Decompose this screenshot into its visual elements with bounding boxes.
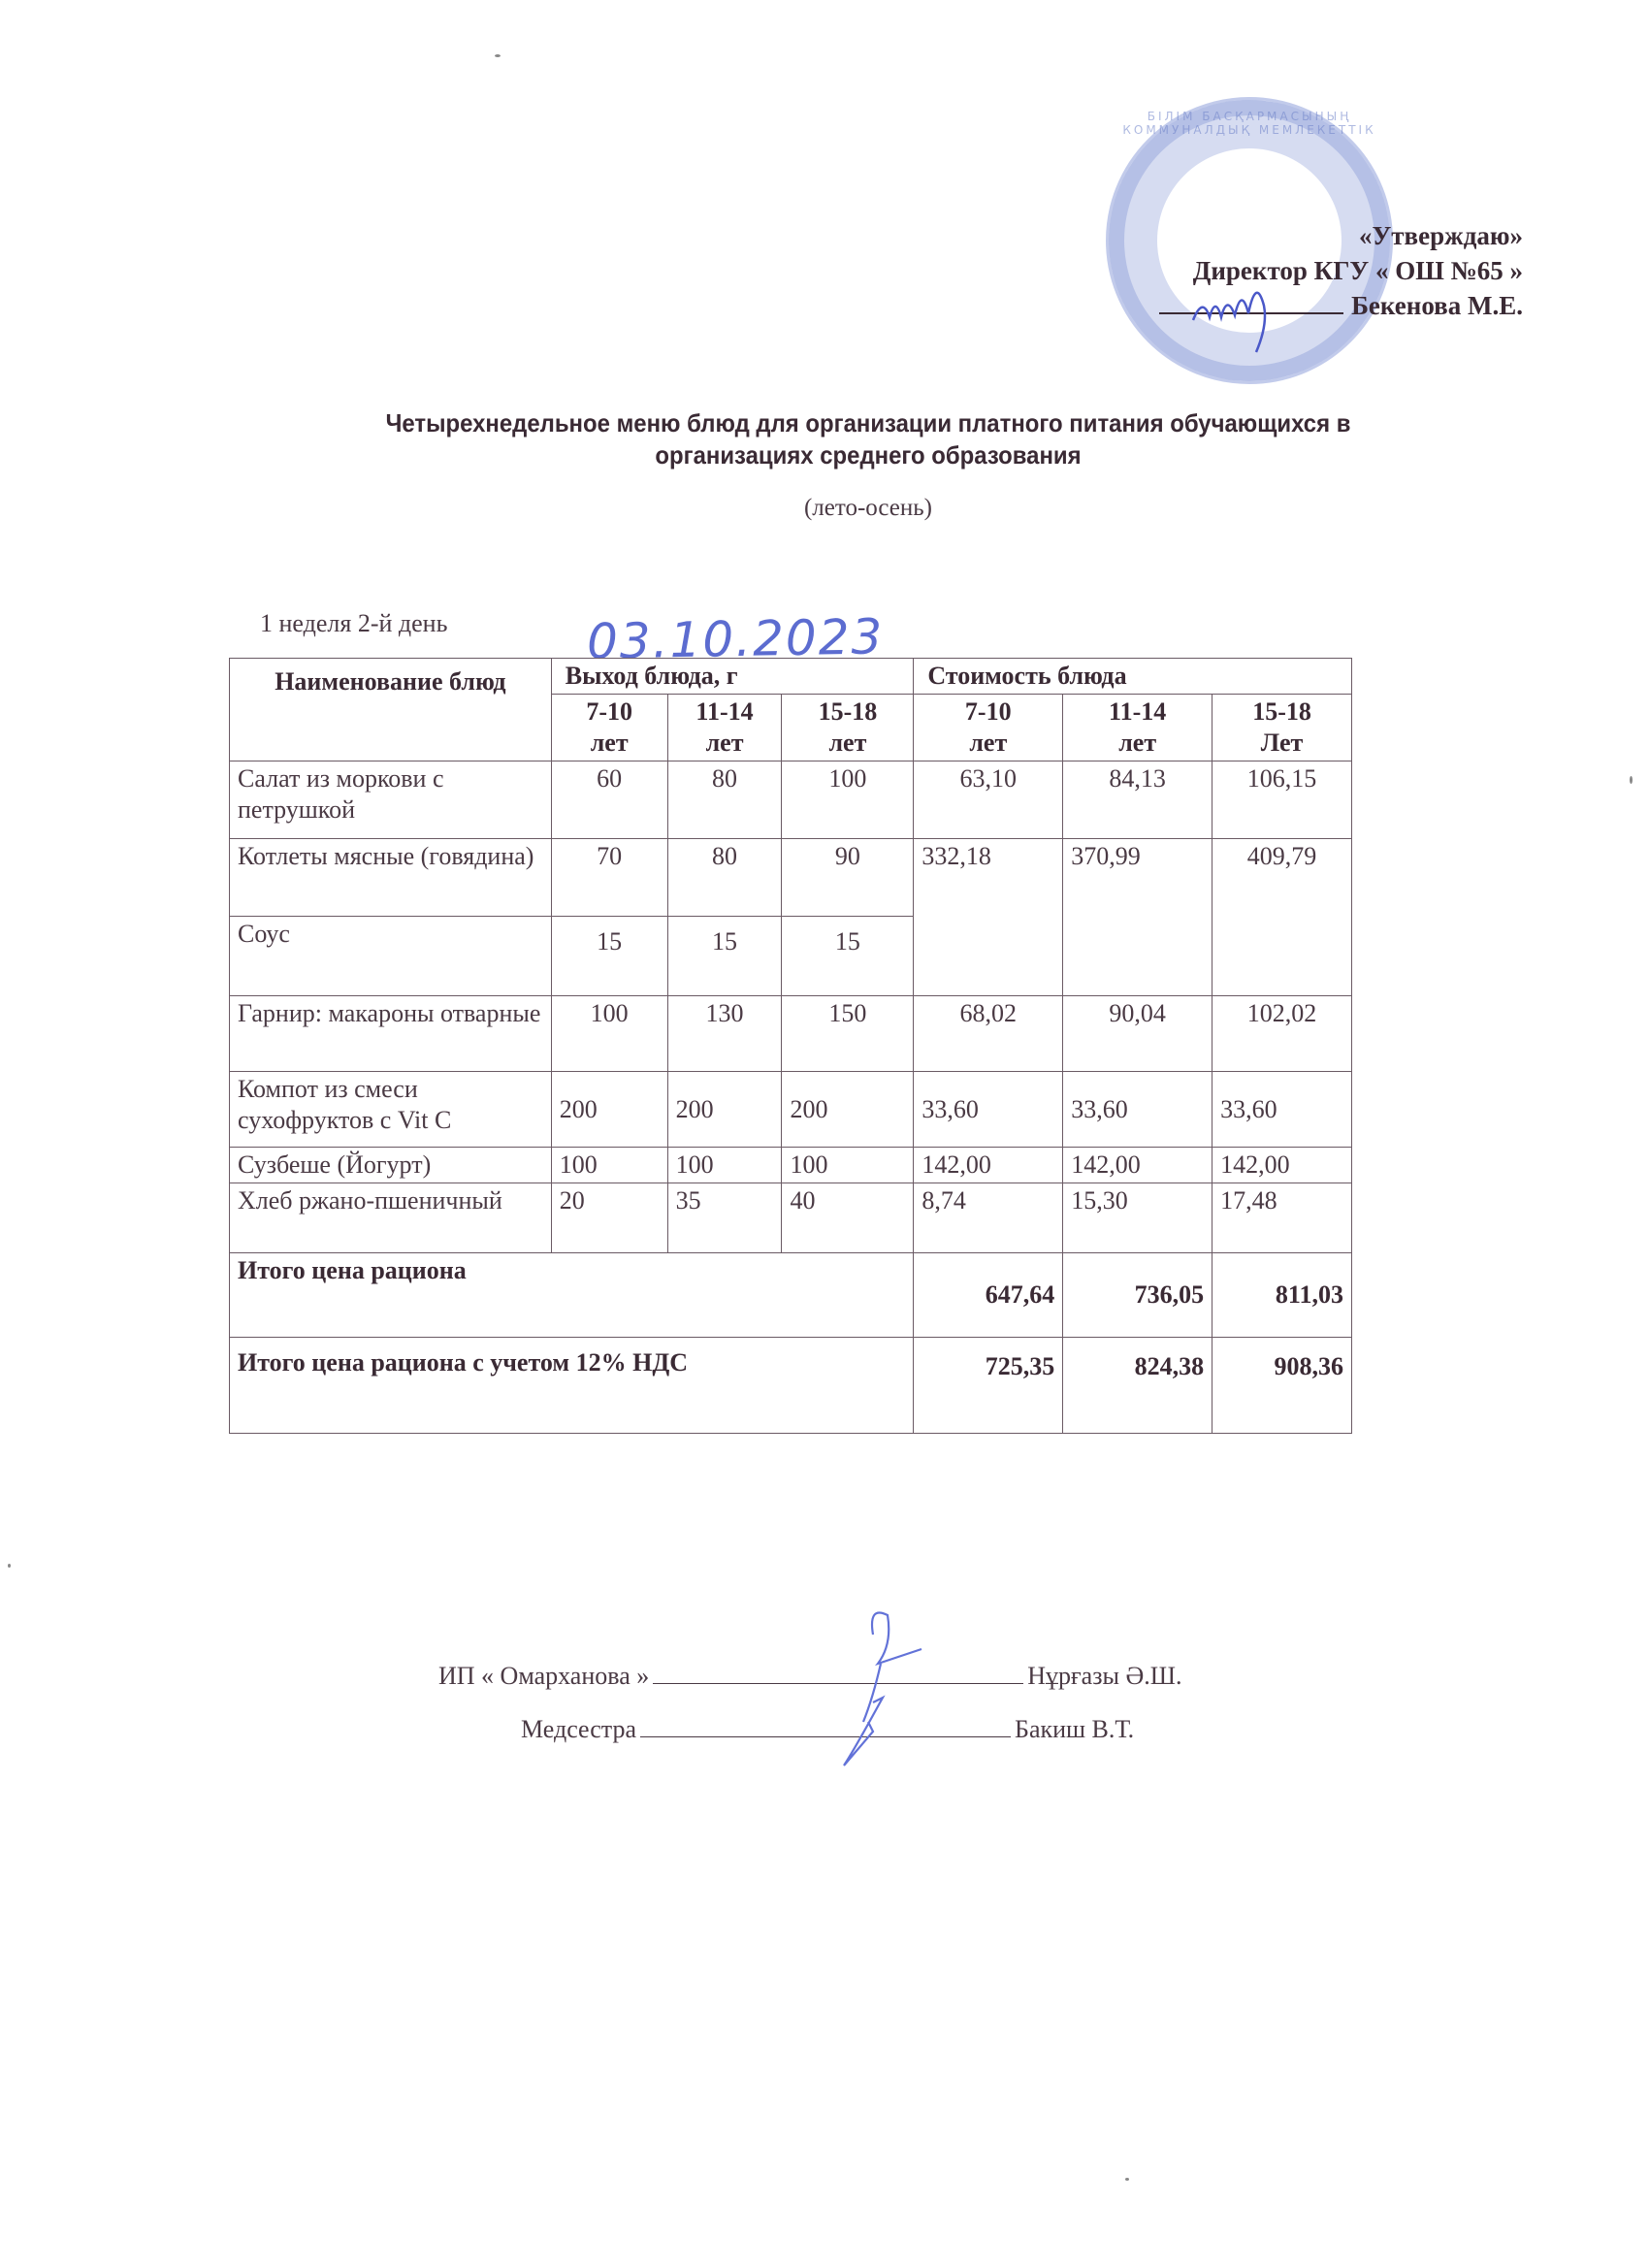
cost-value: 17,48 [1212,1183,1352,1253]
total-value: 647,64 [914,1253,1063,1338]
signature-underline [640,1736,1011,1737]
yield-value: 15 [782,917,914,996]
yield-value: 35 [667,1183,782,1253]
yield-value: 90 [782,839,914,917]
header-cost-group: Стоимость блюда [914,659,1352,695]
supplier-name: Нұрғазы Ә.Ш. [1027,1662,1182,1690]
scan-speck [495,54,501,57]
dish-name: Салат из моркови с петрушкой [230,761,552,839]
yield-value: 100 [782,761,914,839]
total-value: 811,03 [1212,1253,1352,1338]
scan-speck [1125,2178,1129,2181]
yield-value: 100 [667,1148,782,1183]
title-line-2: организациях среднего образования [655,440,1082,470]
director-name: Бекенова М.Е. [1351,291,1523,320]
handwritten-signature-icon [834,1605,951,1770]
cost-value: 90,04 [1063,996,1212,1072]
total-vat-value: 725,35 [914,1338,1063,1434]
cost-value: 370,99 [1063,839,1212,996]
header-yield-group: Выход блюда, г [551,659,914,695]
table-row [230,761,1352,839]
director-signature-icon [1188,267,1295,354]
total-label: Итого цена рациона [230,1253,914,1338]
table-row [230,1148,1352,1183]
yield-value: 15 [667,917,782,996]
yield-value: 150 [782,996,914,1072]
season-subtitle: (лето-осень) [803,495,933,521]
header-row-groups [230,659,1352,695]
cost-value: 33,60 [914,1072,1063,1148]
nurse-name: Бакиш В.Т. [1015,1715,1135,1743]
cost-value: 409,79 [1212,839,1352,996]
cost-value: 33,60 [1212,1072,1352,1148]
cost-value: 332,18 [914,839,1063,996]
yield-value: 15 [551,917,667,996]
yield-value: 100 [551,996,667,1072]
cost-value: 142,00 [914,1148,1063,1183]
cost-value: 63,10 [914,761,1063,839]
total-value: 736,05 [1063,1253,1212,1338]
cost-value: 106,15 [1212,761,1352,839]
yield-value: 70 [551,839,667,917]
stamp-text: БІЛІМ БАСҚАРМАСЫНЫҢ КОММУНАЛДЫҚ МЕМЛЕКЕТТІК [1122,110,1376,137]
yield-value: 100 [551,1148,667,1183]
yield-value: 80 [667,839,782,917]
yield-value: 60 [551,761,667,839]
supplier-role: ИП « Омарханова » [438,1662,650,1690]
cost-value: 8,74 [914,1183,1063,1253]
header-cost-age: 15-18 Лет [1212,695,1352,761]
header-yield-age: 11-14 лет [667,695,782,761]
dish-name: Компот из смеси сухофруктов с Vit C [230,1072,552,1148]
header-yield-age: 7-10 лет [551,695,667,761]
header-cost-age: 11-14 лет [1063,695,1212,761]
signature-supplier [438,1662,1181,1691]
cost-value: 68,02 [914,996,1063,1072]
dish-name: Хлеб ржано-пшеничный [230,1183,552,1253]
dish-name: Соус [230,917,552,996]
yield-value: 80 [667,761,782,839]
nurse-role: Медсестра [521,1715,637,1743]
cost-value: 15,30 [1063,1183,1212,1253]
cost-value: 142,00 [1063,1148,1212,1183]
table-row [230,1183,1352,1253]
dish-name: Котлеты мясные (говядина) [230,839,552,917]
cost-value: 102,02 [1212,996,1352,1072]
total-vat-label: Итого цена рациона с учетом 12% НДС [230,1338,914,1434]
yield-value: 20 [551,1183,667,1253]
yield-value: 200 [782,1072,914,1148]
document-title [283,407,1452,471]
yield-value: 130 [667,996,782,1072]
cost-value: 84,13 [1063,761,1212,839]
dish-name: Гарнир: макароны отварные [230,996,552,1072]
scan-speck [1630,776,1633,784]
cost-value: 142,00 [1212,1148,1352,1183]
scan-speck [8,1564,11,1568]
table-row [230,1072,1352,1148]
total-vat-value: 824,38 [1063,1338,1212,1434]
title-line-1: Четырехнедельное меню блюд для организации платного питания обучающихся в [385,408,1351,437]
total-vat-value: 908,36 [1212,1338,1352,1434]
total-vat-row [230,1338,1352,1434]
yield-value: 100 [782,1148,914,1183]
dish-name: Сузбеше (Йогурт) [230,1148,552,1183]
yield-value: 40 [782,1183,914,1253]
handwritten-date: 03.10.2023 [586,608,885,670]
approval-director: Директор КГУ « ОШ №65 » [1192,256,1523,285]
yield-value: 200 [667,1072,782,1148]
week-day-label: 1 неделя 2-й день [260,609,448,637]
header-dish-name: Наименование блюд [230,659,552,761]
header-cost-age: 7-10 лет [914,695,1063,761]
header-yield-age: 15-18 лет [782,695,914,761]
menu-table [229,658,1352,1434]
signature-nurse [521,1715,1134,1744]
table-row [230,996,1352,1072]
cost-value: 33,60 [1063,1072,1212,1148]
approval-heading: «Утверждаю» [1358,221,1523,250]
total-row [230,1253,1352,1338]
table-row [230,839,1352,917]
yield-value: 200 [551,1072,667,1148]
